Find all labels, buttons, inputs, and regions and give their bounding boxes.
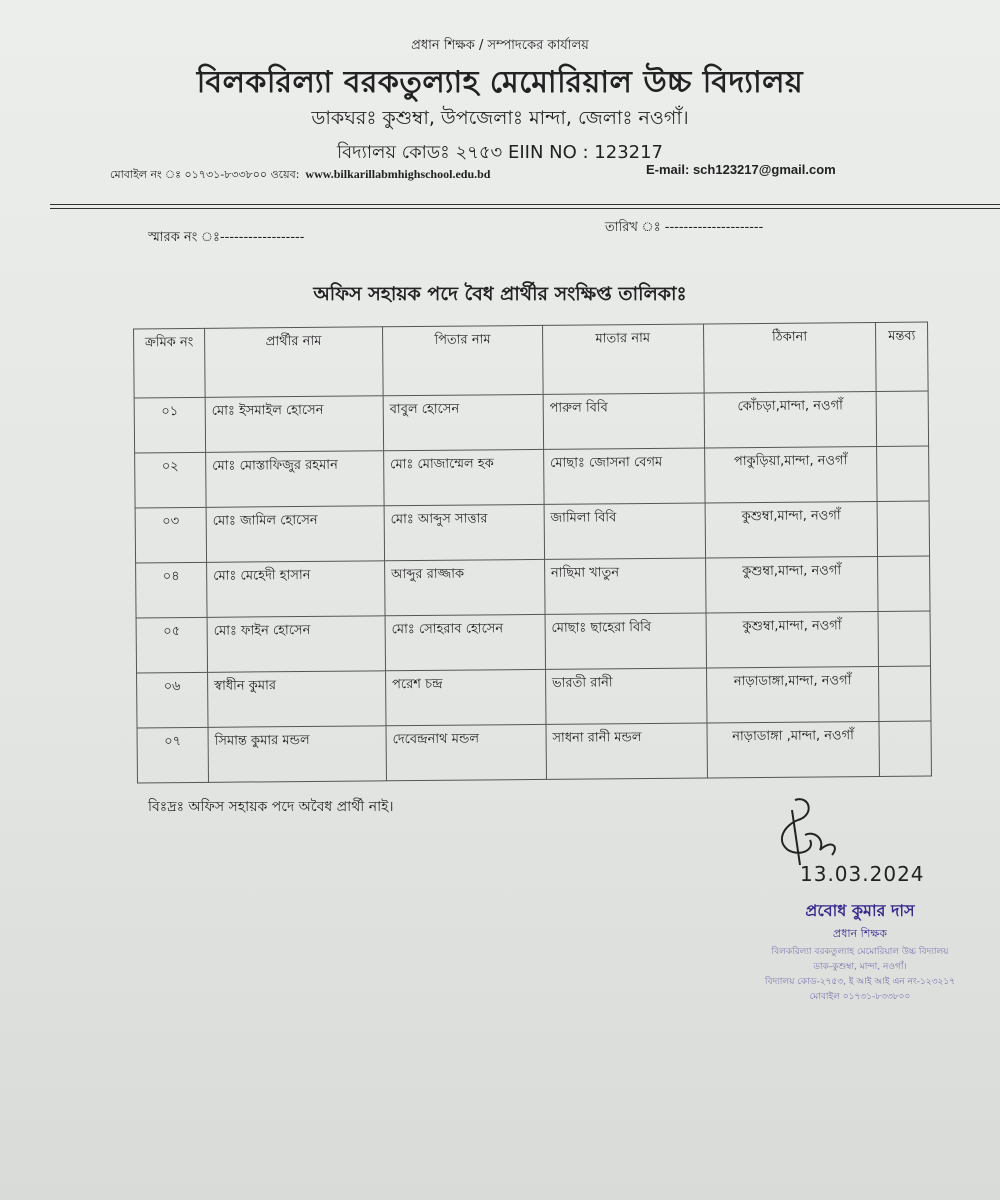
serial-cell: ০৬ bbox=[137, 672, 208, 728]
address-cell: কুশুম্বা,মান্দা, নওগাঁ bbox=[705, 501, 878, 558]
stamp-line: বিদ্যালয় কোড-২৭৫৩, ই আই আই এন নং-১২৩২১৭ bbox=[764, 977, 956, 987]
contact-line bbox=[110, 162, 836, 185]
school-address: ডাকঘরঃ কুশুম্বা, উপজেলাঃ মান্দা, জেলাঃ নওগাঁ। bbox=[311, 107, 689, 129]
signatory-name: প্রবোধ কুমার দাস bbox=[805, 901, 915, 920]
serial-cell: ০৫ bbox=[136, 617, 207, 673]
mother-name-cell: মোছাঃ ছাহেরা বিবি bbox=[545, 613, 706, 669]
school-code: বিদ্যালয় কোডঃ ২৭৫৩ EIIN NO : 123217 bbox=[336, 142, 664, 163]
mother-name-cell: মোছাঃ জোসনা বেগম bbox=[543, 448, 704, 504]
signatory-role: প্রধান শিক্ষক bbox=[833, 927, 887, 940]
table-row bbox=[136, 556, 930, 618]
date-field: তারিখ ঃ --------------------- bbox=[605, 220, 764, 235]
header-divider-2 bbox=[50, 208, 1000, 209]
table-row bbox=[135, 501, 929, 563]
father-name-cell: মোঃ মোজাম্মেল হক bbox=[384, 449, 544, 505]
table-row bbox=[136, 611, 930, 673]
table-row bbox=[137, 721, 931, 783]
stamp-line: মোবাইল ০১৭৩১-৮৩৩৮০০ bbox=[809, 992, 911, 1002]
father-name-cell: আব্দুর রাজ্জাক bbox=[384, 559, 544, 615]
address-cell: পাকুড়িয়া,মান্দা, নওগাঁ bbox=[704, 446, 877, 503]
father-name-cell: বাবুল হোসেন bbox=[383, 394, 543, 450]
column-header: মাতার নাম bbox=[542, 324, 703, 394]
mobile-text: মোবাইল নং ঃ ০১৭৩১-৮৩৩৮০০ ওয়েব: bbox=[110, 168, 300, 181]
candidate-name-cell: মোঃ ফাইন হোসেন bbox=[207, 616, 385, 673]
address-cell: কোঁচড়া,মান্দা, নওগাঁ bbox=[704, 391, 877, 448]
remarks-cell bbox=[877, 446, 929, 501]
serial-cell: ০৪ bbox=[136, 562, 207, 618]
office-line: প্রধান শিক্ষক / সম্পাদকের কার্যালয় bbox=[411, 38, 589, 53]
email-text: E-mail: sch123217@gmail.com bbox=[646, 162, 836, 177]
candidate-name-cell: মোঃ ইসমাইল হোসেন bbox=[205, 396, 383, 453]
candidate-name-cell: মোঃ মেহেদী হাসান bbox=[207, 561, 385, 618]
remarks-cell bbox=[876, 391, 928, 446]
document-title: অফিস সহায়ক পদে বৈধ প্রার্থীর সংক্ষিপ্ত তালিকাঃ bbox=[313, 283, 687, 305]
note-text: বিঃদ্রঃ অফিস সহায়ক পদে অবৈধ প্রার্থী নাই। bbox=[148, 799, 394, 815]
father-name-cell: পরেশ চন্দ্র bbox=[385, 669, 545, 725]
table-row bbox=[134, 391, 928, 453]
signature-image bbox=[770, 795, 850, 870]
signature-date: 13.03.2024 bbox=[800, 862, 925, 886]
address-cell: নাড়াডাঙ্গা,মান্দা, নওগাঁ bbox=[706, 666, 879, 723]
header-divider bbox=[50, 204, 1000, 205]
mother-name-cell: জামিলা বিবি bbox=[544, 503, 705, 559]
mother-name-cell: ভারতী রানী bbox=[545, 668, 706, 724]
table-header-row bbox=[134, 322, 929, 398]
remarks-cell bbox=[878, 611, 930, 666]
serial-cell: ০২ bbox=[135, 452, 206, 508]
column-header: পিতার নাম bbox=[382, 325, 542, 395]
column-header: মন্তব্য bbox=[876, 322, 928, 391]
address-cell: নাড়াডাঙ্গা ,মান্দা, নওগাঁ bbox=[706, 721, 879, 778]
father-name-cell: মোঃ আব্দুস সাত্তার bbox=[384, 504, 544, 560]
candidate-name-cell: মোঃ মোস্তাফিজুর রহমান bbox=[206, 451, 384, 508]
column-header: প্রার্থীর নাম bbox=[205, 327, 384, 398]
remarks-cell bbox=[879, 666, 931, 721]
serial-cell: ০১ bbox=[134, 397, 205, 453]
table-row bbox=[135, 446, 929, 508]
serial-cell: ০৩ bbox=[135, 507, 206, 563]
stamp-line: বিলকরিল্যা বরকতুল্যাহ মেমোরিয়াল উচ্চ বিদ্যালয় bbox=[771, 947, 949, 957]
stamp-line: ডাক-কুশুম্বা, মান্দা, নওগাঁ। bbox=[813, 962, 907, 972]
column-header: ঠিকানা bbox=[703, 322, 876, 393]
headmaster-stamp bbox=[735, 898, 985, 1004]
address-cell: কুশুম্বা,মান্দা, নওগাঁ bbox=[706, 611, 879, 668]
remarks-cell bbox=[877, 501, 929, 556]
table-row bbox=[137, 666, 931, 728]
father-name-cell: মোঃ সোহরাব হোসেন bbox=[385, 614, 545, 670]
candidate-name-cell: মোঃ জামিল হোসেন bbox=[206, 506, 384, 563]
candidate-table bbox=[133, 322, 932, 784]
father-name-cell: দেবেন্দ্রনাথ মন্ডল bbox=[386, 724, 546, 780]
candidate-name-cell: সিমান্ত কুমার মন্ডল bbox=[208, 726, 386, 783]
remarks-cell bbox=[879, 721, 931, 776]
candidate-name-cell: স্বাধীন কুমার bbox=[208, 671, 386, 728]
column-header: ক্রমিক নং bbox=[134, 328, 206, 398]
mother-name-cell: সাধনা রানী মন্ডল bbox=[546, 723, 707, 779]
school-name: বিলকরিল্যা বরকতুল্যাহ মেমোরিয়াল উচ্চ বিদ্যালয় bbox=[196, 65, 804, 100]
remarks-cell bbox=[878, 556, 930, 611]
website-text: www.bilkarillabmhighschool.edu.bd bbox=[305, 167, 491, 181]
address-cell: কুশুম্বা,মান্দা, নওগাঁ bbox=[705, 556, 878, 613]
memo-number: স্মারক নং ঃ------------------ bbox=[148, 230, 305, 245]
serial-cell: ০৭ bbox=[137, 727, 208, 783]
mother-name-cell: পারুল বিবি bbox=[543, 393, 704, 449]
mother-name-cell: নাছিমা খাতুন bbox=[544, 558, 705, 614]
